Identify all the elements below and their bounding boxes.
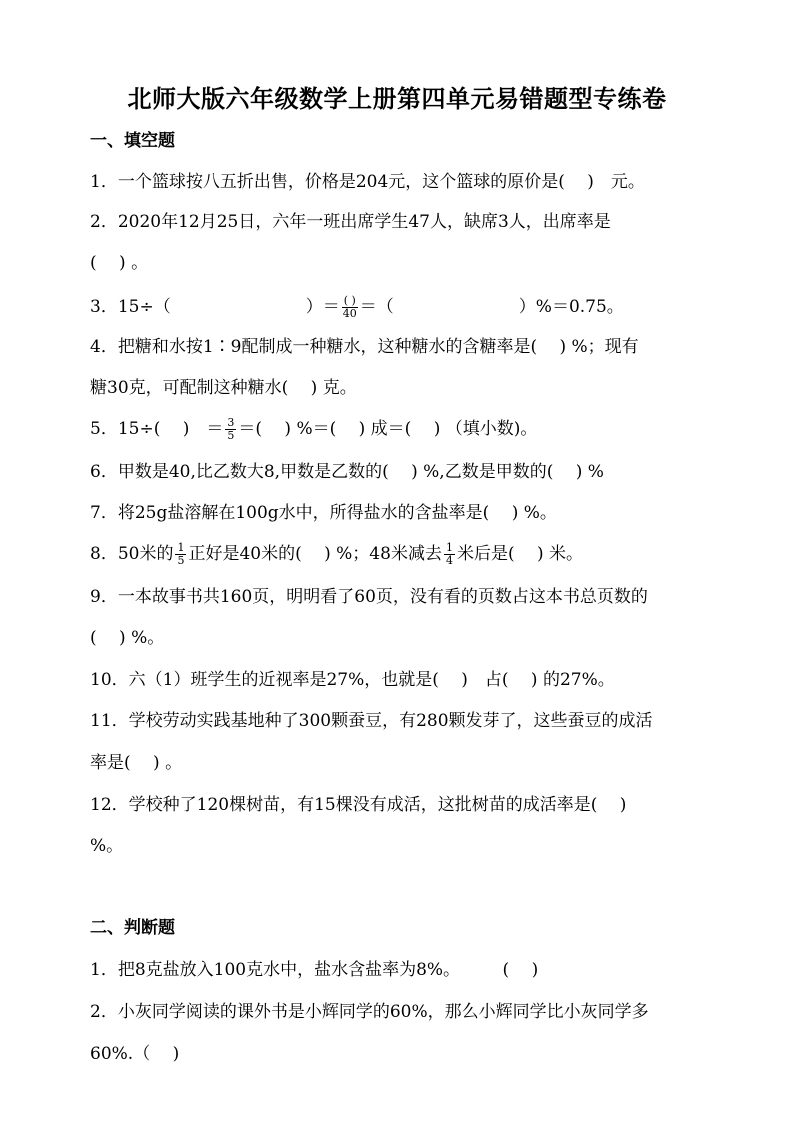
- question-2-line-1: 2．2020年12月25日，六年一班出席学生47人，缺席3人，出席率是: [90, 212, 611, 232]
- q8-part-1: 8．50米的: [90, 544, 174, 564]
- q5-suffix: ＝( ) %＝( ) 成＝( ) （填小数)。: [238, 419, 538, 439]
- question-6: 6．甲数是40,比乙数大8,甲数是乙数的( ) %,乙数是甲数的( ) %: [90, 462, 604, 482]
- q8-f2-denominator: 4: [445, 554, 453, 567]
- question-9-line-1: 9．一本故事书共160页，明明看了60页，没有看的页数占这本书总页数的: [90, 587, 648, 607]
- q8-f1-denominator: 5: [177, 554, 185, 567]
- q8-f1-numerator: 1: [177, 541, 185, 554]
- question-8: [90, 539, 583, 569]
- question-3: [90, 292, 624, 322]
- question-9-line-2: ( ) %。: [90, 628, 165, 648]
- section-heading-true-false: 二、判断题: [90, 918, 175, 938]
- q3-fraction: [342, 295, 358, 320]
- q3-frac-denominator: 40: [342, 307, 357, 320]
- q3-suffix: ）%＝0.75。: [518, 297, 624, 317]
- q3-prefix: 3．15÷（: [90, 297, 171, 317]
- q8-fraction-2: [444, 542, 455, 567]
- section-heading-fill-in: 一、填空题: [90, 131, 175, 151]
- question-12-line-2: %。: [90, 836, 124, 856]
- judge-question-2-line-1: 2．小灰同学阅读的课外书是小辉同学的60%，那么小辉同学比小灰同学多: [90, 1002, 649, 1022]
- question-4-line-2: 糖30克，可配制这种糖水( ) 克。: [90, 378, 357, 398]
- q8-part-3: 米后是( ) 米。: [456, 544, 584, 564]
- q5-frac-denominator: 5: [227, 429, 235, 442]
- judge-question-2-line-2: 60%.（ ): [90, 1044, 180, 1064]
- q5-frac-numerator: 3: [227, 416, 235, 429]
- question-4-line-1: 4．把糖和水按1∶9配制成一种糖水，这种糖水的含糖率是( ) %；现有: [90, 337, 639, 357]
- q8-fraction-1: [175, 542, 186, 567]
- question-7: 7．将25g盐溶解在100g水中，所得盐水的含盐率是( ) %。: [90, 503, 557, 523]
- page-title: 北师大版六年级数学上册第四单元易错题型专练卷: [127, 84, 667, 113]
- question-11-line-2: 率是( ) 。: [90, 753, 183, 773]
- question-12-line-1: 12．学校种了120棵树苗，有15棵没有成活，这批树苗的成活率是( ): [90, 795, 627, 815]
- question-1: 1．一个篮球按八五折出售，价格是204元，这个篮球的原价是( ) 元。: [90, 172, 645, 192]
- q8-f2-numerator: 1: [445, 541, 453, 554]
- question-10: 10．六（1）班学生的近视率是27%，也就是( ) 占( ) 的27%。: [90, 670, 615, 690]
- question-11-line-1: 11．学校劳动实践基地种了300颗蚕豆，有280颗发芽了，这些蚕豆的成活: [90, 711, 653, 731]
- question-2-line-2: ( ) 。: [90, 253, 149, 273]
- judge-question-1: 1．把8克盐放入100克水中，盐水含盐率为8%。 ( ): [90, 960, 539, 980]
- q3-mid1: ）＝: [305, 297, 340, 317]
- q3-frac-numerator: ( ): [343, 294, 356, 307]
- question-5: [90, 414, 537, 444]
- q3-mid2: ＝（: [359, 297, 394, 317]
- q5-fraction: [225, 417, 236, 442]
- q5-prefix: 5．15÷( ) ＝: [90, 419, 224, 439]
- q8-part-2: 正好是40米的( ) %；48米减去: [188, 544, 442, 564]
